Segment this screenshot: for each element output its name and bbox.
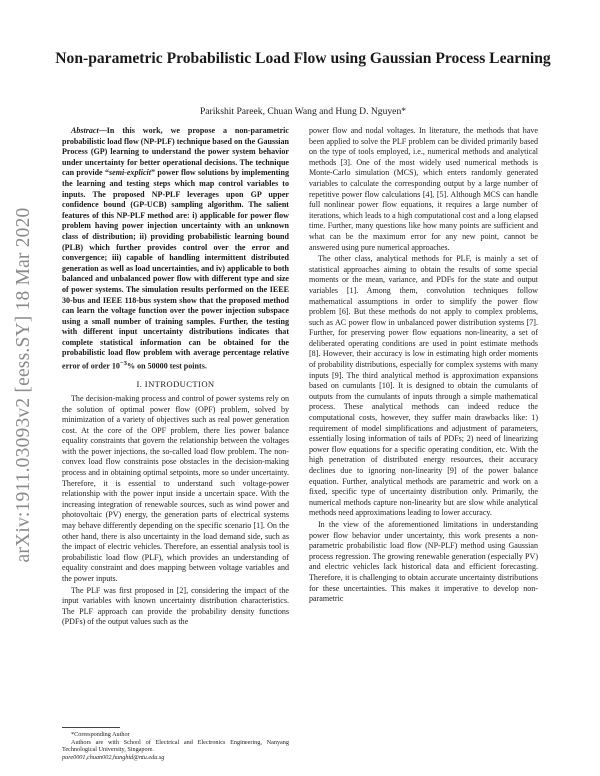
right-paragraph-3: In the view of the aforementioned limitations in understanding power flow behavior under uncertainty, this work presents a non-parametric probabilistic load flow (NP-PLF) method using Gaussian process regression. The growing renewable generation (especially PV) and electric vehicles lack historical data and efficient forecasting. Therefore, it is challenging to obtain accurate uncertainty distributions for these uncertainties. This makes it imperative to develop non-parametric — [309, 519, 538, 604]
abstract-semi-explicit: semi-explicit — [108, 168, 151, 178]
right-paragraph-2: The other class, analytical methods for PLF, is mainly a set of statistical approaches aiming to obtain the results of some special moments or the mean, variance, and PDFs for the state and output variables [1]. Among them, convolution techniques follow mathematical assumptions in order to simplify the power flow problem [6]. But these methods do not apply to complex problems, such as AC power flow in unbalanced power distribution systems [7]. Further, for preserving power flow equations non-linearity, a set of deliberated operating conditions are used in point estimate methods [8]. However, their accuracy is low in estimating high order moments of probability distributions, especially for complex systems with many inputs [9]. The third analytical method is approximation expansions based on cumulants [10]. It is designed to obtain the cumulants of outputs from the cumulants of inputs through a simple mathematical process. These analytical methods can indeed reduce the computational costs, however, they suffer main drawbacks like: 1) requirement of model simplifications and adjustment of parameters, essentially losing information of tails of PDFs; 2) need of linearizing power flow equations for a specific operating condition, etc. With the high penetration of distributed energy resources, their accuracy declines due to ignoring non-linearity [9] of the power balance equation. Further, analytical methods are parametric and work on a fixed, specific type of uncertainty distribution only. Primarily, the numerical methods capture non-linearity but are slow while analytical methods need approximations leading to lower accuracy. — [309, 254, 538, 518]
arxiv-stamp — [4, 170, 44, 600]
abstract-order-exponent: −3 — [119, 360, 128, 368]
footnote-divider — [62, 727, 120, 728]
abstract-text-1: In this work, we propose a non-parametric probabilistic load flow (NP-PLF) technique based on the Gaussian Process (GP) learning to understand the power system behavior under uncertainty for better operational decisions. The technique can provide “ — [62, 126, 289, 178]
footnote-corresponding: *Corresponding Author — [71, 731, 130, 738]
abstract-text-3: % on 50000 test points. — [127, 361, 207, 371]
paper-title: Non-parametric Probabilistic Load Flow using Gaussian Process Learning — [55, 50, 551, 67]
section-heading-introduction: I. INTRODUCTION — [136, 379, 215, 390]
abstract-label: Abstract — [71, 126, 99, 135]
intro-paragraph-1: The decision-making process and control of power systems rely on the solution of optimal power flow (OPF) problem, solved by minimization of a variety of objectives such as real power generation cost. At the core of the OPF problem, there lies power balance equality constraints that govern the relationship between the voltages with the power injections, the so-called load flow problem. The non-convex load flow constraints pose obstacles in the decision-making process and in obtaining optimal setpoints, more so under uncertainty. Therefore, it is essential to understand such voltage-power relationship with the power input inside a uncertain space. With the increasing integration of renewable sources, such as wind power and photovoltaic (PV) energy, the generation parts of electrical systems may behave differently depending on the specific scenario [1]. On the other hand, there is also uncertainty in the load demand side, such as the impact of electric vehicles. Therefore, an essential analysis tool is probabilistic load flow (PLF), which provides an understanding of equality constraint and does mapping between voltage variables and the power inputs. — [62, 393, 289, 584]
right-column — [309, 126, 538, 605]
abstract — [62, 126, 289, 372]
abstract-text-2: ” power flow solutions by implementing the learning and testing steps which map control variables to inputs. The proposed NP-PLF leverages upon GP upper confidence bound (GP-UCB) sampling algorithm. The salient features of this NP-PLF method are: i) applicable for power flow problem having power injection uncertainty with an unknown class of distribution; ii) providing probabilistic learning bound (PLB) which further provides control over the error and convergence; iii) capable of handling intermittent distributed generation as well as load uncertainties, and iv) applicable to both balanced and unbalanced power flow with different type and size of power systems. The simulation results performed on the IEEE 30-bus and IEEE 118-bus system show that the proposed method can learn the voltage function over the power injection subspace using a small number of training samples. Further, the testing with different input uncertainty distributions indicates that complete statistical information can be obtained for the probabilistic load flow problem with average percentage relative error of order — [62, 168, 289, 371]
footnote-email: pare0001,chuan002,hunghtd@ntu.edu.sg — [62, 753, 165, 761]
arxiv-stamp-text: arXiv:1911.03093v2 [eess.SY] 18 Mar 2020 — [13, 207, 34, 563]
intro-paragraph-2: The PLF was first proposed in [2], considering the impact of the input variables with known uncertainty distribution characteristics. The PLF approach can provide the probability density functions (PDFs) of the output values such as the — [62, 585, 289, 627]
author-list: Parikshit Pareek, Chuan Wang and Hung D. Nguyen* — [199, 106, 407, 117]
footnote — [62, 731, 289, 761]
abstract-dash: — — [98, 126, 107, 135]
right-paragraph-1: power flow and nodal voltages. In literature, the methods that have been applied to solve the PLF problem can be divided primarily based on the type of tools employed, i.e., numerical methods and analytical methods [3]. One of the most widely used numerical methods is Monte-Carlo simulation (MCS), which enters randomly generated variables to calculate the corresponding output by a large number of repetitive power flow calculations [4], [5]. Although MCS can handle full nonlinear power flow equations, it requires a large number of iterations, which leads to a high computational cost and a long elapsed time. Further, many questions like how many points are sufficient and what can be the maximum error for any new point, cannot be answered using pure numerical approaches. — [309, 126, 538, 252]
abstract-order-base: 10 — [111, 361, 120, 371]
footnote-affiliation: Authors are with School of Electrical and Electronics Engineering, Nanyang Technological University, Singapore. — [62, 738, 289, 754]
left-column — [62, 126, 289, 628]
